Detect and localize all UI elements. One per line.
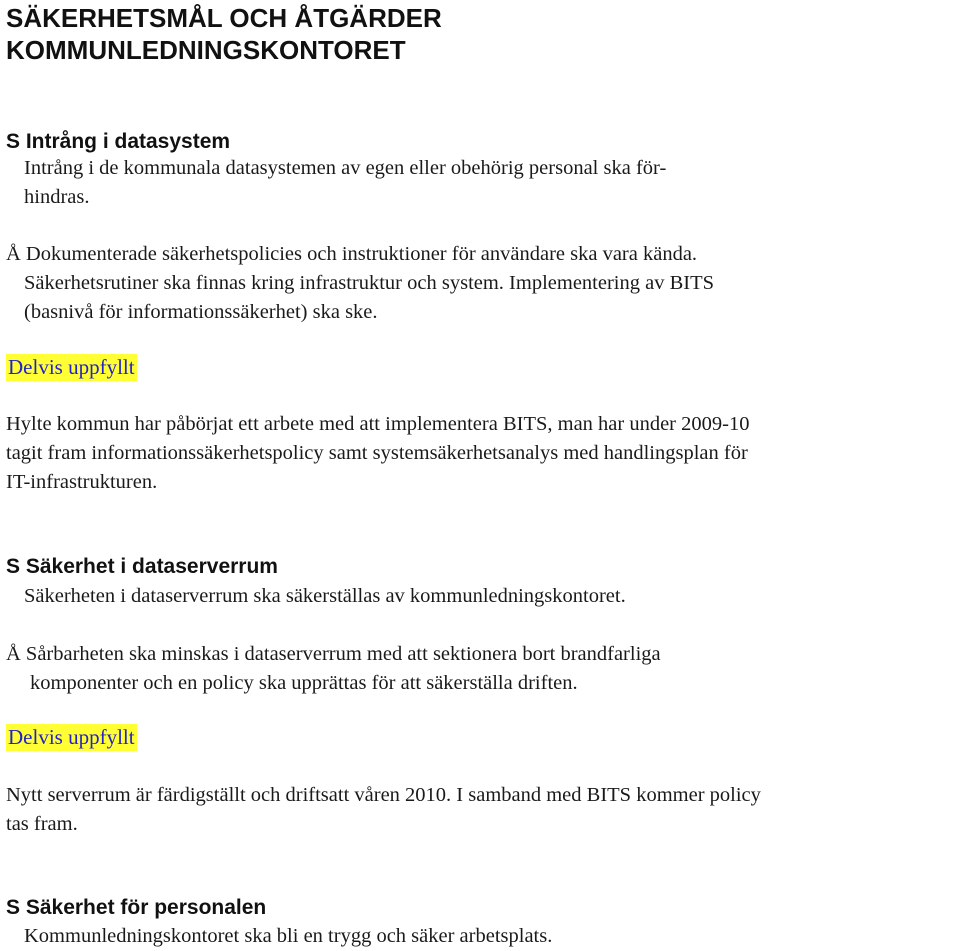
action-line: Å Sårbarheten ska minskas i dataserverrum med att sektionera bort brandfarliga — [6, 643, 661, 665]
document-title — [6, 2, 442, 66]
goal-text-intrang — [24, 154, 666, 212]
comment-text-dataserverrum — [6, 781, 761, 839]
goal-line: hindras. — [24, 186, 90, 208]
goal-line: Intrång i de kommunala datasystemen av egen eller obehörig personal ska för- — [24, 157, 667, 179]
action-line: Säkerhetsrutiner ska finnas kring infrastruktur och system. Implementering av BITS — [24, 272, 715, 294]
status-badge-intrang: Delvis uppfyllt — [8, 355, 135, 379]
comment-line: tas fram. — [6, 813, 78, 835]
goal-text-dataserverrum — [24, 582, 626, 611]
comment-text-intrang — [6, 410, 749, 497]
title-line-1: SÄKERHETSMÅL OCH ÅTGÄRDER — [6, 3, 442, 33]
action-line: Å Dokumenterade säkerhetspolicies och instruktioner för användare ska vara kända. — [6, 243, 698, 265]
title-line-2: KOMMUNLEDNINGSKONTORET — [6, 35, 406, 65]
goal-line: Kommunledningskontoret ska bli en trygg och säker arbetsplats. — [24, 925, 553, 947]
status-badge-dataserverrum: Delvis uppfyllt — [8, 725, 135, 749]
comment-line: Nytt serverrum är färdigställt och driftsatt våren 2010. I samband med BITS kommer policy — [6, 784, 761, 806]
section-heading-personalen: S Säkerhet för personalen — [6, 896, 267, 919]
goal-line: Säkerheten i dataserverrum ska säkerställas av kommunledningskontoret. — [24, 585, 626, 607]
action-text-dataserverrum — [6, 640, 661, 698]
goal-text-personalen — [24, 922, 552, 951]
comment-line: Hylte kommun har påbörjat ett arbete med att implementera BITS, man har under 2009-10 — [6, 413, 750, 435]
action-line: (basnivå för informationssäkerhet) ska ske. — [24, 301, 378, 323]
section-heading-intrang: S Intrång i datasystem — [6, 130, 231, 153]
action-line: komponenter och en policy ska upprättas för att säkerställa driften. — [30, 672, 578, 694]
comment-line: tagit fram informationssäkerhetspolicy samt systemsäkerhetsanalys med handlingsplan för — [6, 442, 748, 464]
section-heading-dataserverrum: S Säkerhet i dataserverrum — [6, 555, 278, 578]
comment-line: IT-infrastrukturen. — [6, 471, 158, 493]
action-text-intrang — [6, 240, 714, 327]
